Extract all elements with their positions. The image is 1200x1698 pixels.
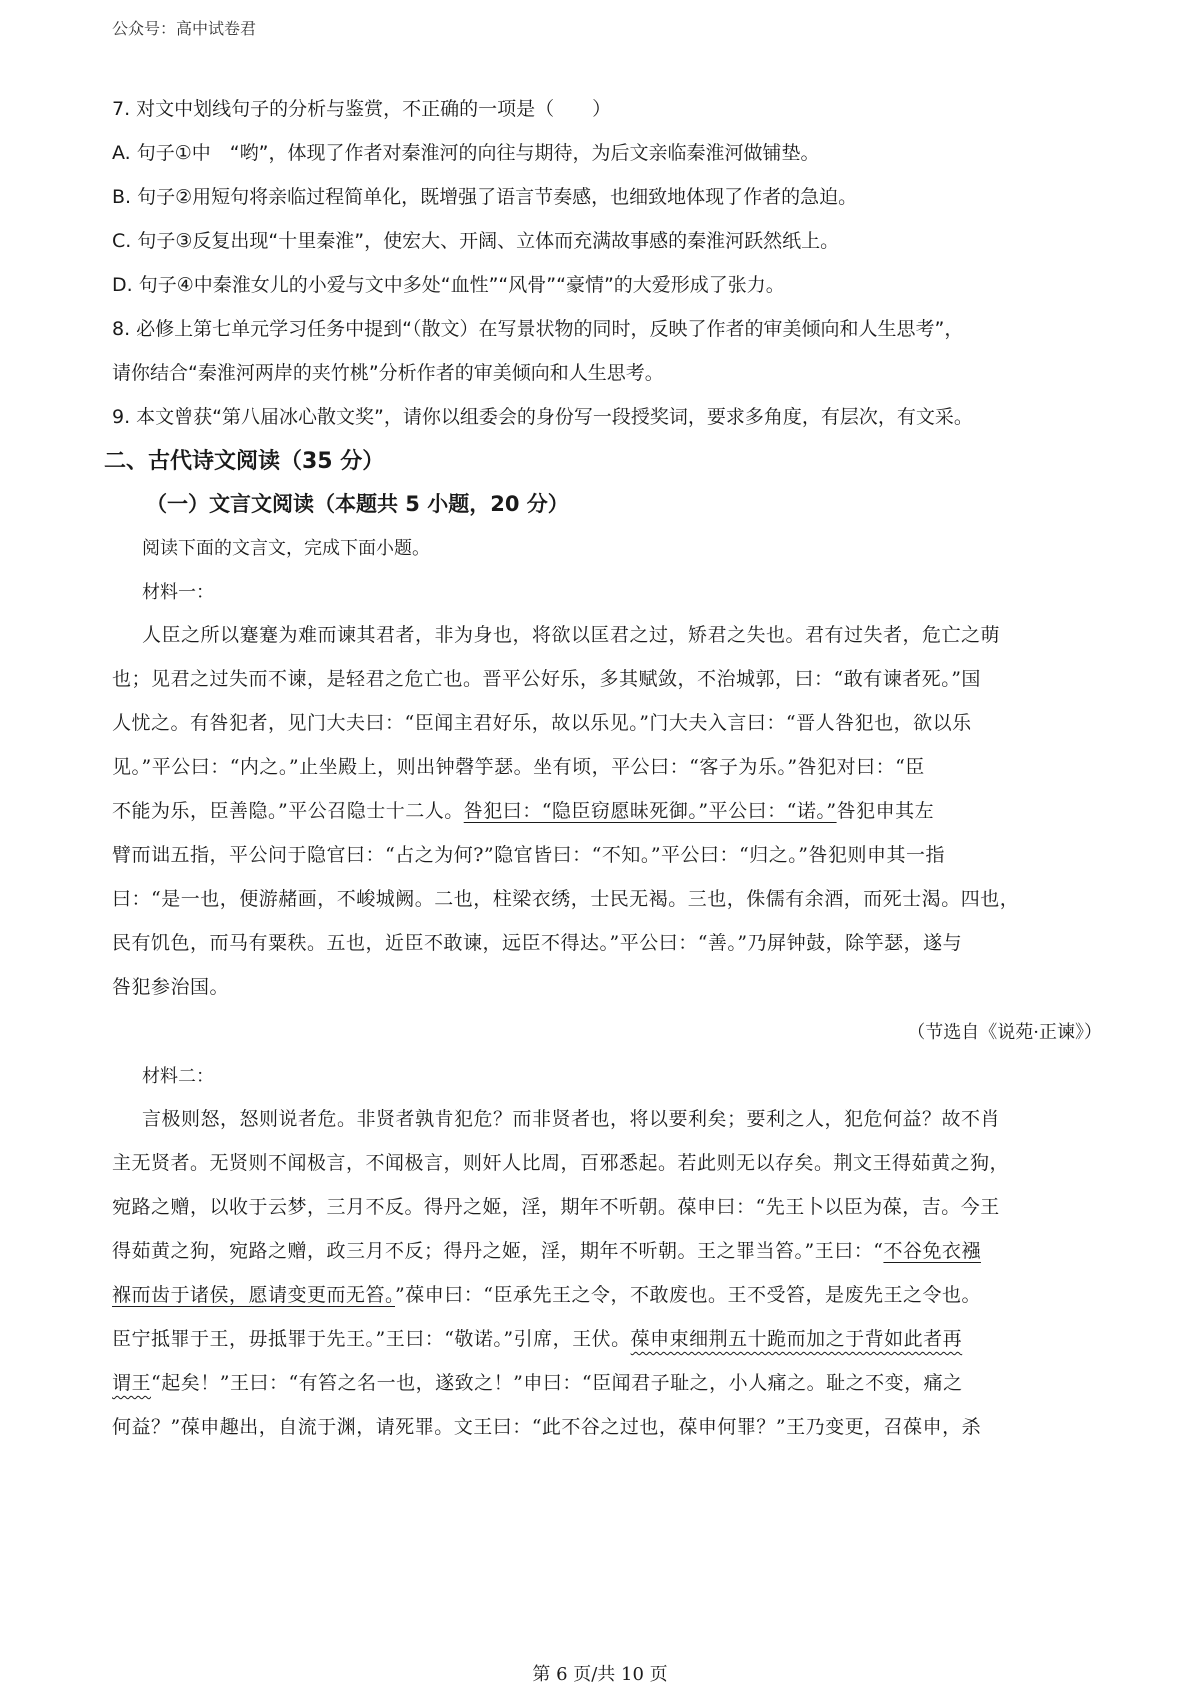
material1-source: （节选自《说苑·正谏》） [907, 1022, 1102, 1043]
material1-label: 材料一： [142, 582, 214, 603]
wavy-underlined-sentence: 谓王 [112, 1372, 152, 1394]
text-segment: “起矣！”王曰：“有笞之名一也，遂致之！”申曰：“臣闻君子耻之，小人痛之。耻之不变，痛之 [151, 1372, 963, 1394]
wavy-underlined-sentence: 葆申束细荆五十跪而加之于背如此者再 [630, 1328, 963, 1350]
material2-line [112, 1368, 963, 1395]
q7-stem: 7. 对文中划线句子的分析与鉴赏，不正确的一项是（ ） [112, 98, 612, 120]
material2-line: 主无贤者。无贤则不闻极言，不闻极言，则奸人比周，百邪悉起。若此则无以存矣。荆文王得茹黄之狗， [112, 1152, 1010, 1174]
material2-line [112, 1324, 962, 1351]
material2-line [112, 1236, 981, 1263]
material1-line: 人忧之。有咎犯者，见门大夫曰：“臣闻主君好乐，故以乐见。”门大夫入言曰：“晋人咎犯也，欲以乐 [112, 712, 972, 734]
q8-line-2: 请你结合“秦淮河两岸的夹竹桃”分析作者的审美倾向和人生思考。 [112, 362, 664, 384]
text-segment: 不能为乐，臣善隐。”平公召隐士十二人。 [112, 800, 464, 822]
material2-line: 宛路之赠，以收于云梦，三月不反。得丹之姬，淫，期年不听朝。葆申曰：“先王卜以臣为葆，吉。今王 [112, 1196, 1000, 1218]
material1-line: 也；见君之过失而不谏，是轻君之危亡也。晋平公好乐，多其赋敛，不治城郭，曰：“敢有谏者死。”国 [112, 668, 981, 690]
section2-title: 二、古代诗文阅读（35 分） [104, 449, 385, 474]
text-segment: 臣宁抵罪于王，毋抵罪于先王。”王曰：“敬诺。”引席，王伏。 [112, 1328, 631, 1350]
q7-option-c: C. 句子③反复出现“十里秦淮”，使宏大、开阔、立体而充满故事感的秦淮河跃然纸上。 [112, 230, 840, 252]
text-segment: 得茹黄之狗，宛路之赠，政三月不反；得丹之姬，淫，期年不听朝。王之罪当笞。”王曰：“ [112, 1240, 884, 1262]
material1-line: 人臣之所以蹇蹇为难而谏其君者，非为身也，将欲以匡君之过，矫君之失也。君有过失者，危亡之萌 [142, 624, 1001, 646]
q9-text: 9. 本文曾获“第八届冰心散文奖”，请你以组委会的身份写一段授奖词，要求多角度，有层次，有文采。 [112, 406, 973, 428]
underlined-sentence: 咎犯曰：“隐臣窃愿昧死御。”平公曰：“诺。” [463, 800, 837, 822]
page-number: 第 6 页/共 10 页 [532, 1664, 668, 1685]
text-segment: ”葆申曰：“臣承先王之令，不敢废也。王不受笞，是废先王之令也。 [395, 1284, 981, 1306]
q7-option-d: D. 句子④中秦淮女儿的小爱与文中多处“血性”“风骨”“豪情”的大爱形成了张力。 [112, 274, 785, 296]
header-label: 公众号：高中试卷君 [112, 19, 257, 38]
q8-line-1: 8. 必修上第七单元学习任务中提到“（散文）在写景状物的同时，反映了作者的审美倾向和人生思考”， [112, 318, 964, 340]
q7-option-b: B. 句子②用短句将亲临过程简单化，既增强了语言节奏感，也细致地体现了作者的急迫。 [112, 186, 858, 208]
material1-line: 臂而诎五指，平公问于隐官曰：“占之为何?”隐官皆曰：“不知。”平公曰：“归之。”咎犯则申其一指 [112, 844, 945, 866]
material1-line: 曰：“是一也，便游赭画，不峻城阙。二也，柱梁衣绣，士民无褐。三也，侏儒有余酒，而死士渴。四也， [112, 888, 1020, 910]
material2-line: 言极则怒，怒则说者危。非贤者孰肯犯危？而非贤者也，将以要利矣；要利之人，犯危何益？故不肖 [142, 1108, 1001, 1130]
q7-option-a: A. 句子①中 “哟”，体现了作者对秦淮河的向往与期待，为后文亲临秦淮河做铺垫。 [112, 142, 820, 164]
underlined-sentence: 不谷免衣襁 [883, 1240, 981, 1262]
underlined-sentence: 褓而齿于诸侯，愿请变更而无笞。 [112, 1284, 396, 1306]
part1-title: （一）文言文阅读（本题共 5 小题，20 分） [146, 492, 569, 516]
material2-line: 何益？”葆申趣出，自流于渊，请死罪。文王曰：“此不谷之过也，葆申何罪？”王乃变更，召葆申，杀 [112, 1416, 982, 1438]
material1-line: 民有饥色，而马有粟秩。五也，近臣不敢谏，远臣不得达。”平公曰：“善。”乃屏钟鼓，除竽瑟，遂与 [112, 932, 963, 954]
material1-line [112, 796, 934, 823]
material2-label: 材料二： [142, 1066, 214, 1087]
material1-line: 见。”平公曰：“内之。”止坐殿上，则出钟磬竽瑟。坐有顷，平公曰：“客子为乐。”咎犯对曰：“臣 [112, 756, 925, 778]
text-segment: 咎犯申其左 [836, 800, 935, 822]
material1-line: 咎犯参治国。 [112, 976, 230, 998]
material2-line [112, 1280, 981, 1307]
instruction-text: 阅读下面的文言文，完成下面小题。 [142, 538, 430, 559]
